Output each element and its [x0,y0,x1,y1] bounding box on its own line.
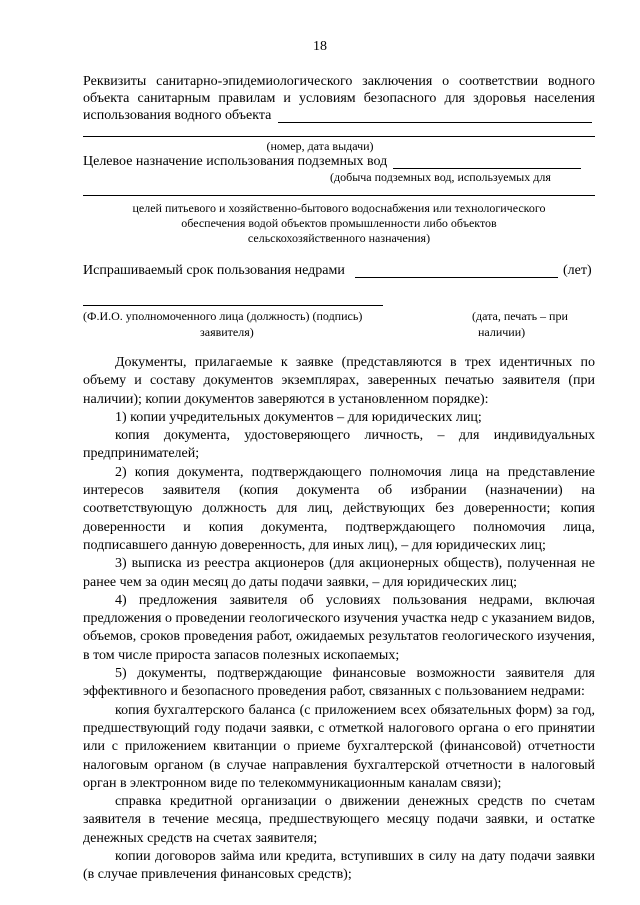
term-fill-line [355,277,558,278]
requisites-text [83,73,595,107]
requisites-line-1: Реквизиты санитарно-эпидемиологического заключения о соответствии водного [83,74,595,89]
signature-right-caption-2: наличии) [478,325,526,339]
signature-fill-line [83,305,383,306]
document-body [83,354,595,885]
paragraph-item-2: 2) копия документа, подтверждающего полномочия лица на представление интересов заявителя (копия документа об избрании (назначении) на соответствующую должность для лиц, действующих без доверенности; копия доверенности и копия документа, подтверждающего полномочия лица, подписавшего данную доверенность, для иных лиц), – для юридических лиц; [83,464,595,553]
purpose-caption-2: целей питьевого и хозяйственно-бытового водоснабжения или технологического [132,201,546,215]
purpose-label: Целевое назначение использования подземных вод [83,154,388,169]
paragraph-item-5-balance: копия бухгалтерского баланса (с приложением всех обязательных форм) за год, предшествующий году подачи заявки, с отметкой налогового органа о его принятии или с приложением квитанции о приеме бухгалтерской (финансовой) отчетности налоговым органом (в случае направления бухгалтерской отчетности в налоговый орган в электронном виде по телекоммуникационным каналам связи); [83,702,595,791]
signature-left-caption-2: заявителя) [200,325,254,339]
requisites-fill-line-2 [83,136,595,137]
paragraph-item-3: 3) выписка из реестра акционеров (для акционерных обществ), полученная не ранее чем за один месяц до даты подачи заявки, – для юридических лиц; [83,556,595,590]
paragraph-item-1: 1) копии учредительных документов – для юридических лиц; [115,409,482,425]
purpose-fill-line-1 [393,168,581,169]
paragraph-item-5-loan-contracts: копии договоров займа или кредита, вступивших в силу на дату подачи заявки (в случае привлечения финансовых средств); [83,849,595,883]
paragraph-item-5: 5) документы, подтверждающие финансовые возможности заявителя для эффективного и безопасного проведения работ, связанных с пользованием недрами: [83,666,595,700]
paragraph-item-1-sub: копия документа, удостоверяющего личность, – для индивидуальных предпринимателей; [83,428,595,462]
requisites-line-2: объекта санитарным правилам и условиям безопасного для здоровья населения [83,91,595,106]
term-label: Испрашиваемый срок пользования недрами [83,263,345,278]
signature-right-caption-1: (дата, печать – при [472,309,568,323]
requisites-line-3: использования водного объекта [83,108,272,123]
purpose-caption-4: сельскохозяйственного назначения) [247,231,431,245]
page-number: 18 [313,39,327,54]
purpose-caption-1: (добыча подземных вод, используемых для [330,170,551,184]
purpose-caption-3: обеспечения водой объектов промышленности либо объектов [181,216,497,230]
requisites-caption: (номер, дата выдачи) [266,139,374,153]
signature-left-caption-1: (Ф.И.О. уполномоченного лица (должность) (подпись) [83,309,363,323]
requisites-fill-line-1 [278,122,592,123]
paragraph-item-5-bank-statement: справка кредитной организации о движении денежных средств по счетам заявителя в течение месяца, предшествующего месяцу подачи заявки, и остатке денежных средств на счетах заявителя; [83,794,595,846]
purpose-fill-line-2 [83,195,595,196]
term-unit: (лет) [563,263,592,278]
paragraph-intro: Документы, прилагаемые к заявке (представляются в трех идентичных по объему и составу документов экземплярах, заверенных печатью заявителя (при наличии); копии документов заверяются в установленном порядке): [83,355,595,407]
paragraph-item-4: 4) предложения заявителя об условиях пользования недрами, включая предложения о проведении геологического изучения участка недр с указанием видов, объемов, сроков проведения работ, ожидаемых результатов геологического изучения, в том числе прироста запасов полезных ископаемых; [83,592,595,663]
